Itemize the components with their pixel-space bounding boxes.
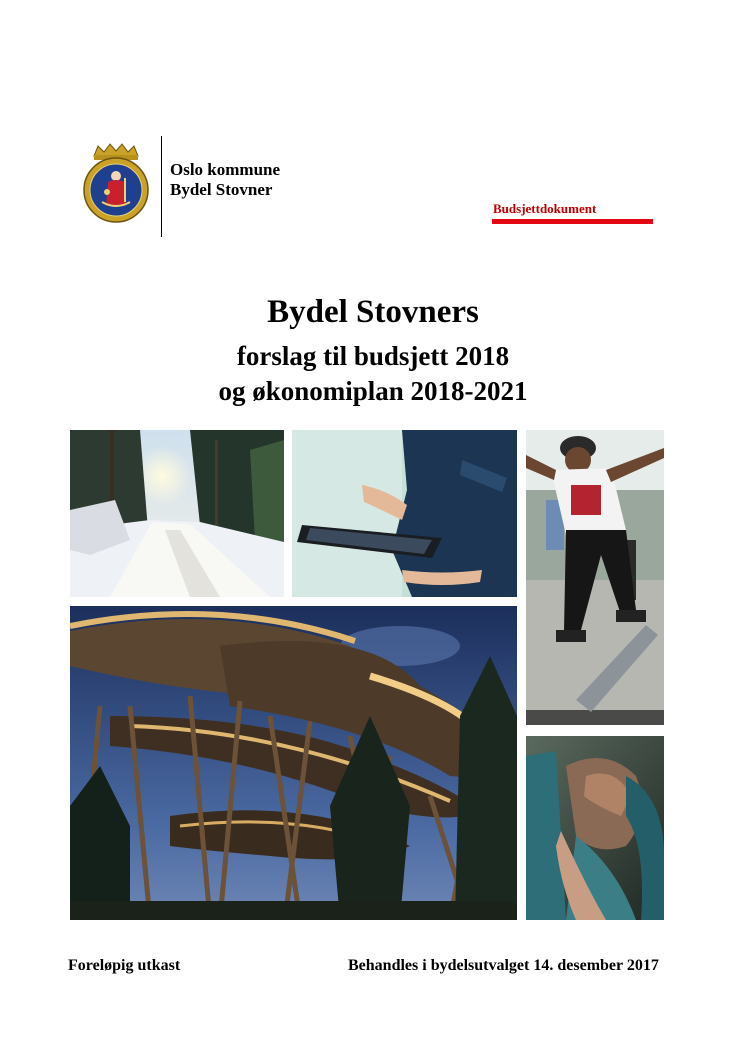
header-divider bbox=[161, 136, 162, 237]
title-line-3: og økonomiplan 2018-2021 bbox=[218, 376, 528, 406]
treetop-walkway-photo bbox=[70, 606, 517, 920]
draft-status: Foreløpig utkast bbox=[68, 957, 181, 974]
district-name: Bydel Stovner bbox=[170, 180, 273, 199]
tablet-worker-photo bbox=[292, 430, 517, 597]
resting-youth-photo bbox=[526, 736, 664, 920]
skateboarder-photo bbox=[526, 430, 664, 725]
meeting-note: Behandles i bydelsutvalget 14. desember 2017 bbox=[348, 957, 659, 974]
document-type-label: Budsjettdokument bbox=[493, 201, 597, 216]
org-name: Oslo kommune bbox=[170, 160, 281, 179]
title-line-2: forslag til budsjett 2018 bbox=[236, 341, 510, 371]
oslo-coat-of-arms-logo bbox=[80, 142, 152, 224]
title-line-1: Bydel Stovners bbox=[267, 294, 479, 330]
winter-forest-path-photo bbox=[70, 430, 284, 597]
document-type-underline bbox=[492, 219, 653, 224]
